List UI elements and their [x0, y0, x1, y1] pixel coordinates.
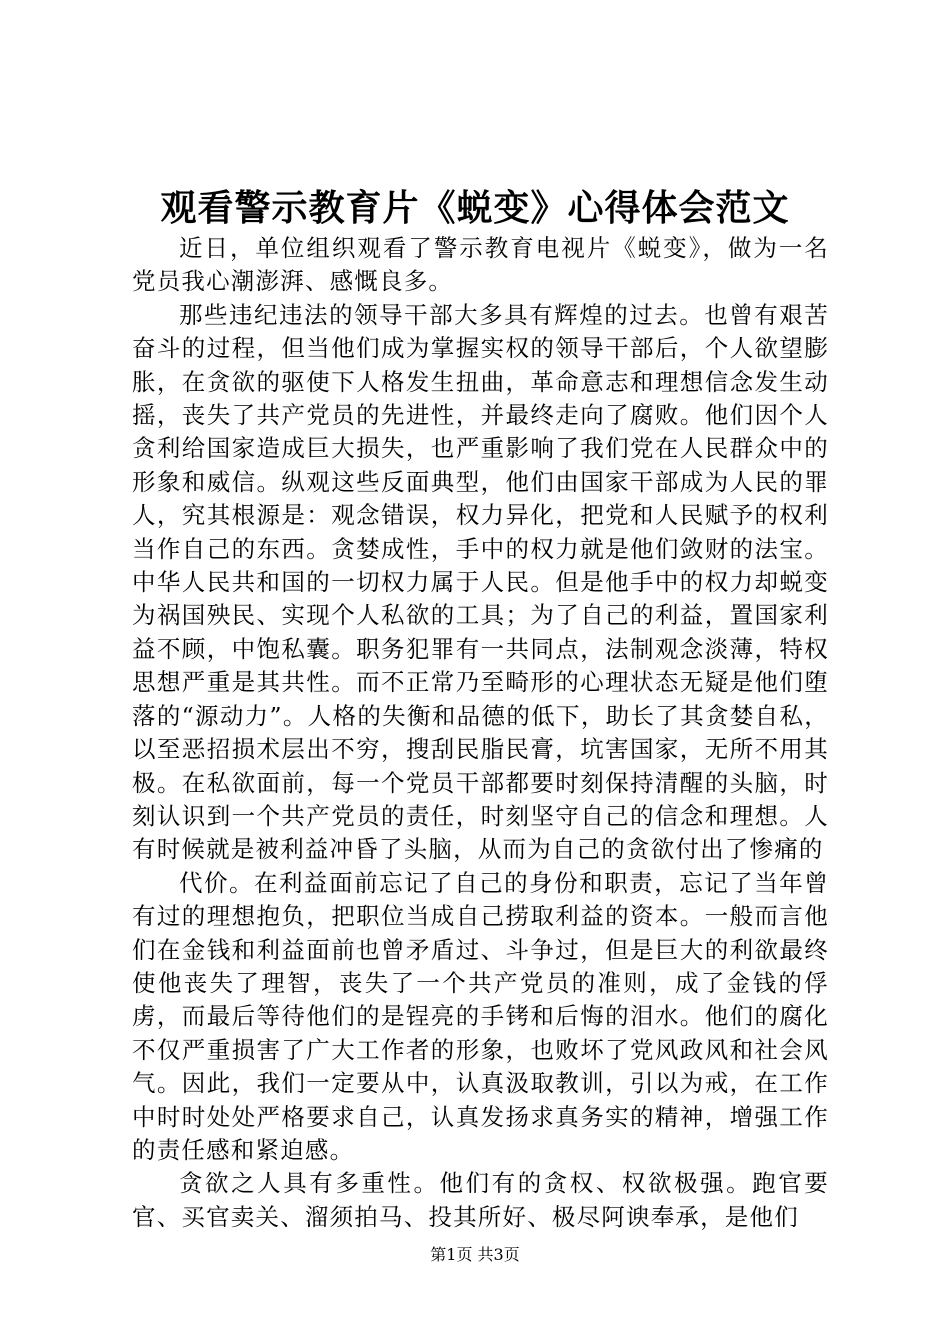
document-title: 观看警示教育片《蜕变》心得体会范文 — [160, 188, 790, 229]
paragraph-background: 那些违纪违法的领导干部大多具有辉煌的过去。也曾有艰苦奋斗的过程，但当他们成为掌握实权的领导干部后，个人欲望膨胀，在贪欲的驱使下人格发生扭曲，革命意志和理想信念发生动摇，丧失了共产党员的先进性，并最终走向了腐败。他们因个人贪利给国家造成巨大损失，也严重影响了我们党在人民群众中的形象和威信。纵观这些反面典型，他们由国家干部成为人民的罪人，究其根源是：观念错误，权力异化，把党和人民赋予的权利当作自己的东西。贪婪成性，手中的权力就是他们敛财的法宝。中华人民共和国的一切权力属于人民。但是他手中的权力却蜕变为祸国殃民、实现个人私欲的工具；为了自己的利益，置国家利益不顾，中饱私囊。职务犯罪有一共同点，法制观念淡薄，特权思想严重是其共性。而不正常乃至畸形的心理状态无疑是他们堕落的“源动力”。人格的失衡和品德的低下，助长了其贪婪自私，以至恶招损术层出不穷，搜刮民脂民膏，坑害国家，无所不用其极。在私欲面前，每一个党员干部都要时刻保持清醒的头脑，时刻认识到一个共产党员的责任，时刻坚守自己的信念和理想。人有时候就是被利益冲昏了头脑，从而为自己的贪欲付出了惨痛的 — [132, 300, 829, 864]
document-body — [132, 232, 829, 1234]
page-footer: 第1页 共3页 — [430, 1245, 520, 1264]
paragraph-intro: 近日，单位组织观看了警示教育电视片《蜕变》，做为一名党员我心潮澎湃、感慨良多。 — [132, 234, 829, 296]
paragraph-consequences: 代价。在利益面前忘记了自己的身份和职责，忘记了当年曾有过的理想抱负，把职位当成自己捞取利益的资本。一般而言他们在金钱和利益面前也曾矛盾过、斗争过，但是巨大的利欲最终使他丧失了理智，丧失了一个共产党员的准则，成了金钱的俘虏，而最后等待他们的是锃亮的手铐和后悔的泪水。他们的腐化不仅严重损害了广大工作者的形象，也败坏了党风政风和社会风气。因此，我们一定要从中，认真汲取教训，引以为戒，在工作中时时处处严格要求自己，认真发扬求真务实的精神，增强工作的责任感和紧迫感。 — [132, 868, 829, 1164]
paragraph-greed: 贪欲之人具有多重性。他们有的贪权、权欲极强。跑官要官、买官卖关、溜须拍马、投其所好、极尽阿谀奉承，是他们 — [132, 1169, 829, 1231]
